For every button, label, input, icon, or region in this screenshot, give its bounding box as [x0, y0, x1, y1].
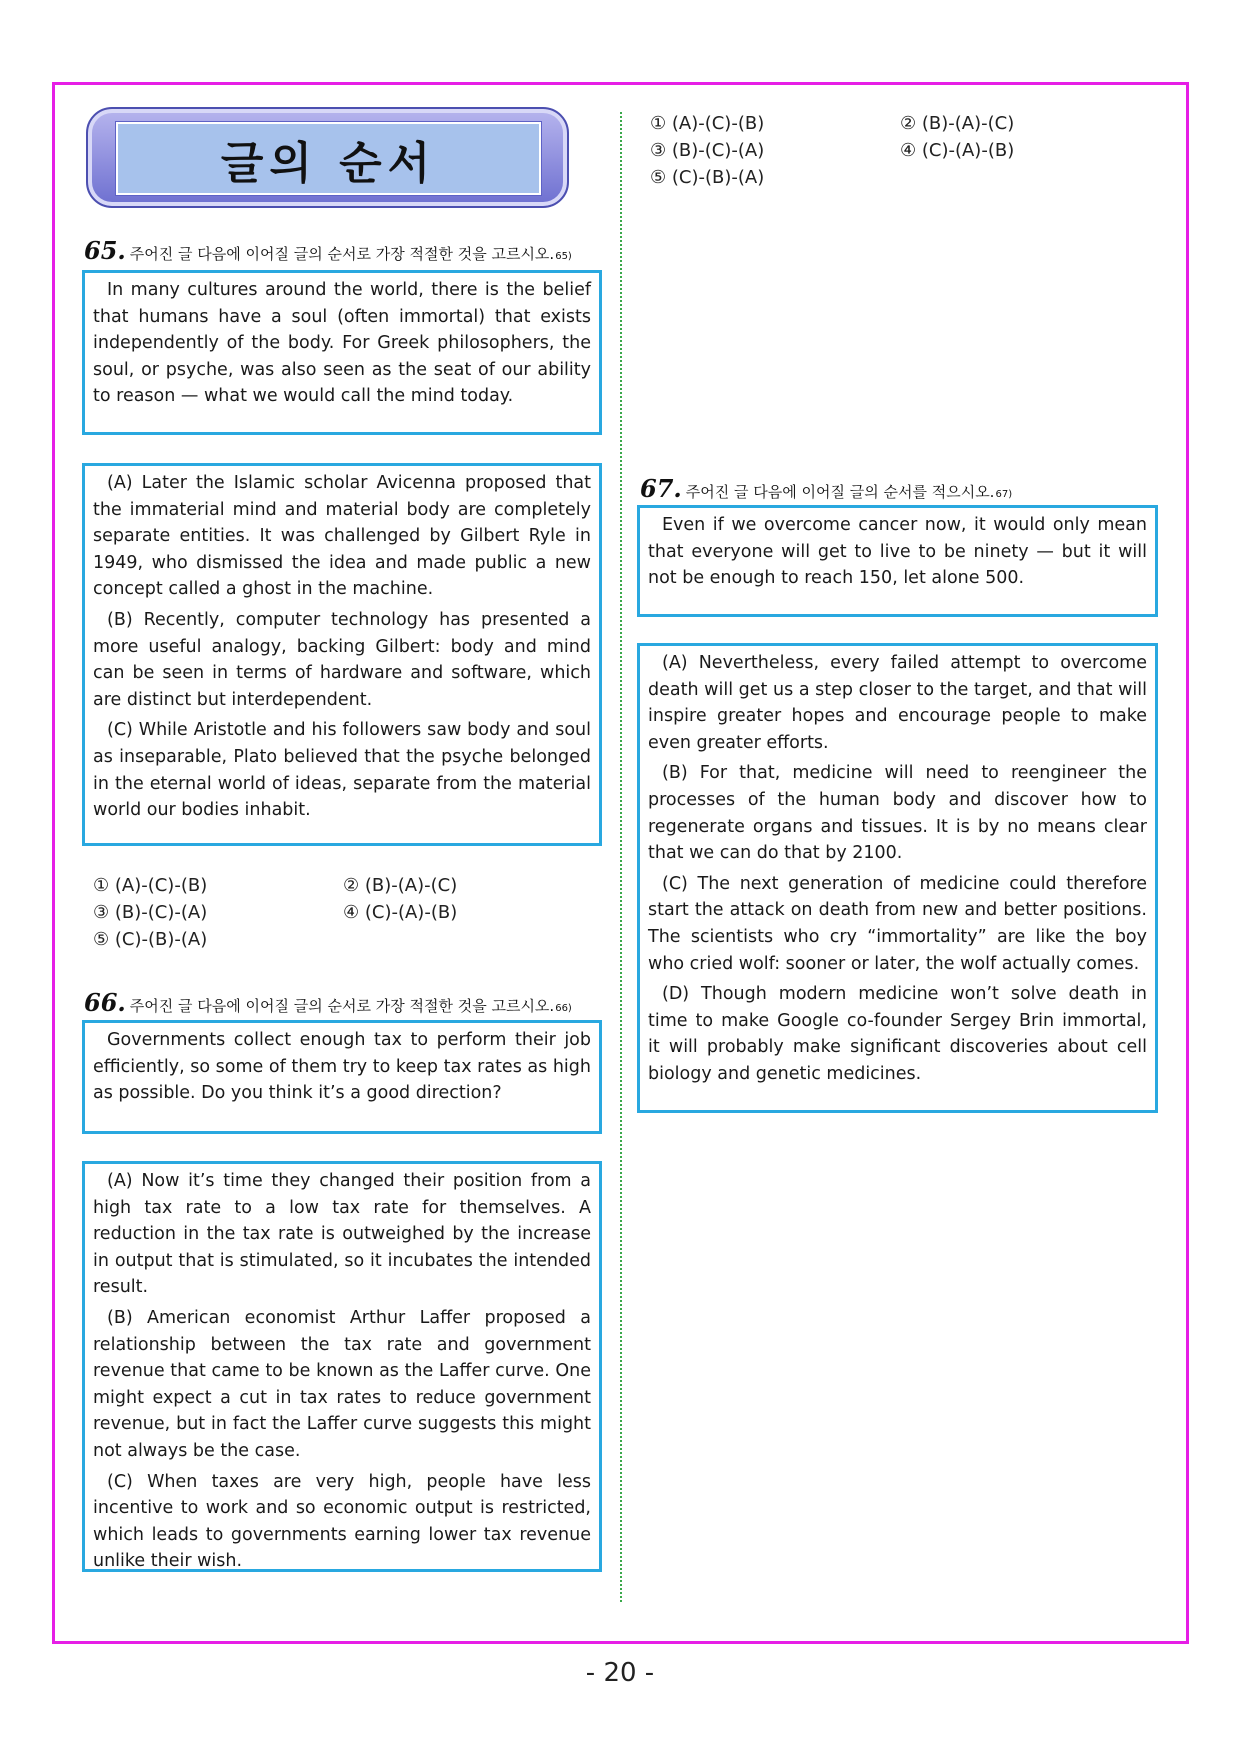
option-5[interactable]: ⑤ (C)-(B)-(A): [93, 929, 208, 950]
paragraph-d: (D) Though modern medicine won’t solve death in time to make Google co-founder Sergey Brin immortal, it will probably make significant discoveries about cell biology and genetic medicines.: [648, 984, 1147, 1084]
question-footnote-ref: 67): [995, 489, 1013, 500]
paragraph-b: (B) For that, medicine will need to reengineer the processes of the human body and discover how to regenerate organs and tissues. It is by no means clear that we can do that by 2100.: [648, 763, 1147, 864]
question-67-paragraphs: [637, 643, 1158, 1113]
question-67-heading: [640, 474, 1012, 503]
given-text: Governments collect enough tax to perform their job efficiently, so some of them try to keep tax rates as high as possible. Do you think it’s a good direction?: [93, 1030, 591, 1104]
option-1[interactable]: ① (A)-(C)-(B): [93, 875, 208, 896]
given-text: Even if we overcome cancer now, it would only mean that everyone will get to live to be ninety — but it will not be enough to reach 150, let alone 500.: [648, 515, 1147, 589]
question-65-options: [93, 872, 533, 953]
option-3[interactable]: ③ (B)-(C)-(A): [93, 902, 208, 923]
question-66-given-passage: [82, 1020, 602, 1134]
option-4[interactable]: ④ (C)-(A)-(B): [343, 902, 458, 923]
question-65-given-passage: [82, 270, 602, 435]
paragraph-c: (C) The next generation of medicine could therefore start the attack on death from new and better positions. The scientists who cry “immortality” are like the boy who cried wolf: sooner or later, the wolf actually comes.: [648, 873, 1147, 974]
option-3[interactable]: ③ (B)-(C)-(A): [650, 140, 765, 161]
question-instruction: 주어진 글 다음에 이어질 글의 순서로 가장 적절한 것을 고르시오.: [129, 245, 555, 263]
question-65-paragraphs: [82, 463, 602, 846]
option-2[interactable]: ② (B)-(A)-(C): [900, 113, 1015, 134]
paragraph-c: (C) When taxes are very high, people have less incentive to work and so economic output is restricted, which leads to governments earning lower tax revenue unlike their wish.: [93, 1471, 591, 1572]
paragraph-b: (B) American economist Arthur Laffer proposed a relationship between the tax rate and government revenue that came to be known as the Laffer curve. One might expect a cut in tax rates to reduce government revenue, but in fact the Laffer curve suggests this might not always be the case.: [93, 1307, 591, 1461]
question-number: 67.: [640, 474, 682, 503]
question-instruction: 주어진 글 다음에 이어질 글의 순서를 적으시오.: [685, 483, 995, 501]
page-number: - 20 -: [585, 1658, 655, 1688]
question-footnote-ref: 66): [555, 1003, 572, 1014]
option-5[interactable]: ⑤ (C)-(B)-(A): [650, 167, 765, 188]
option-1[interactable]: ① (A)-(C)-(B): [650, 113, 765, 134]
section-title: 글의 순서: [220, 137, 437, 189]
paragraph-a: (A) Later the Islamic scholar Avicenna proposed that the immaterial mind and material body are completely separate entities. It was challenged by Gilbert Ryle in 1949, who dismissed the idea and made public a new concept called a ghost in the machine.: [93, 473, 591, 600]
question-66-paragraphs: [82, 1161, 602, 1572]
question-66-options: [650, 110, 1090, 191]
question-footnote-ref: 65): [555, 251, 572, 262]
option-2[interactable]: ② (B)-(A)-(C): [343, 875, 458, 896]
paragraph-c: (C) While Aristotle and his followers saw body and soul as inseparable, Plato believed that the psyche belonged in the eternal world of ideas, separate from the material world our bodies inhabit.: [93, 720, 591, 821]
given-text: In many cultures around the world, there is the belief that humans have a soul (often immortal) that exists independently of the body. For Greek philosophers, the soul, or psyche, was also seen as the seat of our ability to reason — what we would call the mind today.: [93, 280, 591, 407]
paragraph-a: (A) Nevertheless, every failed attempt to overcome death will get us a step closer to the target, and that will inspire greater hopes and encourage people to make even greater efforts.: [648, 653, 1147, 753]
paragraph-a: (A) Now it’s time they changed their position from a high tax rate to a low tax rate for themselves. A reduction in the tax rate is outweighed by the increase in output that is stimulated, so it incubates the intended result.: [93, 1171, 591, 1298]
question-65-heading: [84, 236, 572, 265]
section-banner-inner: [116, 122, 541, 195]
question-66-heading: [84, 988, 572, 1017]
paragraph-b: (B) Recently, computer technology has presented a more useful analogy, backing Gilbert: body and mind can be seen in terms of hardware and software, which are distinct but interdependent.: [93, 609, 591, 710]
question-67-given-passage: [637, 505, 1158, 617]
section-banner: [86, 107, 569, 208]
question-instruction: 주어진 글 다음에 이어질 글의 순서로 가장 적절한 것을 고르시오.: [129, 997, 555, 1015]
question-number: 66.: [84, 988, 126, 1017]
option-4[interactable]: ④ (C)-(A)-(B): [900, 140, 1015, 161]
column-divider: [620, 112, 622, 1602]
question-number: 65.: [84, 236, 126, 265]
